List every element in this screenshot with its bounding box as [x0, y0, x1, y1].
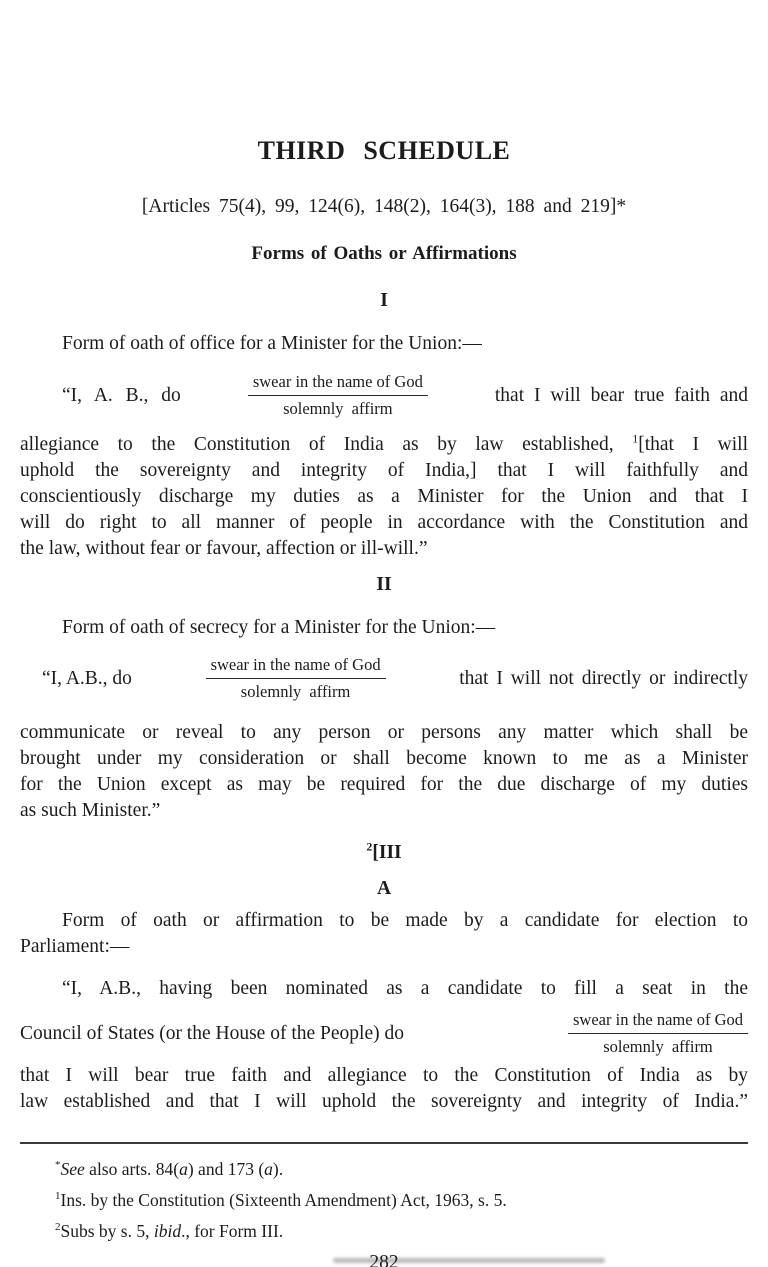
section-1-paragraph	[20, 432, 748, 562]
fraction-numerator: swear in the name of God	[568, 1010, 748, 1034]
section-3-heading-text: [III	[372, 842, 402, 863]
fraction-denominator: solemnly affirm	[603, 1037, 713, 1056]
text-segment: ibid	[153, 1220, 182, 1241]
text-segment: [that I will	[638, 434, 748, 455]
text-line: for the Union except as may be required for the due discharge of my duties	[20, 774, 748, 795]
text-segment: allegiance to the Constitution of India as by law established,	[20, 434, 633, 455]
text-line: the law, without fear or favour, affection or ill-will.”	[20, 538, 428, 559]
text-line: uphold the sovereignty and integrity of India,] that I will faithfully and	[20, 460, 748, 481]
section-3-oath-paragraph-cont	[20, 1063, 748, 1115]
footnote-asterisk	[55, 1154, 748, 1185]
fraction-numerator: swear in the name of God	[248, 372, 428, 396]
footnote-ref-1: 1	[632, 431, 639, 446]
fraction-denominator: solemnly affirm	[240, 682, 351, 701]
text-segment: ) and 173 (	[187, 1158, 265, 1179]
text-segment: ., for Form III.	[181, 1220, 284, 1241]
oath-pre-text: Council of States (or the House of the People) do	[20, 1022, 404, 1044]
oath-pre-text: “I, A.B., do	[42, 667, 132, 689]
text-segment: a	[179, 1158, 188, 1179]
section-1-heading: I	[380, 290, 388, 311]
text-segment: See	[60, 1158, 85, 1179]
oath-post-text: that I will bear true faith and	[494, 384, 748, 406]
document-subtitle: Forms of Oaths or Affirmations	[251, 243, 517, 264]
section-1-oath-line	[20, 372, 748, 419]
section-3-oath-line	[20, 1010, 748, 1057]
text-segment: ).	[272, 1158, 284, 1179]
section-2-paragraph	[20, 720, 748, 824]
section-3-oath-paragraph	[20, 976, 748, 1002]
text-line: conscientiously discharge my duties as a Minister for the Union and that I	[20, 486, 748, 507]
fraction-denominator: solemnly affirm	[283, 399, 393, 418]
section-2-oath-line	[20, 655, 748, 702]
footnote-marker: 2	[55, 1220, 61, 1233]
text-line: Parliament:—	[20, 936, 130, 957]
scan-artifact	[333, 1258, 605, 1263]
text-segment: a	[264, 1158, 273, 1179]
section-3-subheading: A	[376, 878, 392, 899]
text-line: will do right to all manner of people in accordance with the Constitution and	[20, 512, 748, 533]
oath-alternative-fraction	[568, 1010, 748, 1057]
text-line	[20, 432, 748, 458]
text-line: law established and that I will uphold the sovereignty and integrity of India.”	[20, 1091, 748, 1112]
footnote-ref-2: 2	[366, 839, 373, 854]
text-segment: Ins. by the Constitution (Sixteenth Amendment) Act, 1963, s. 5.	[60, 1189, 507, 1210]
section-2-lead: Form of oath of secrecy for a Minister for the Union:—	[62, 617, 496, 638]
text-line: that I will bear true faith and allegiance to the Constitution of India as by	[20, 1065, 748, 1086]
text-segment: also arts. 84(	[84, 1158, 180, 1179]
footnote-1	[55, 1185, 748, 1216]
page-title: THIRD SCHEDULE	[257, 136, 511, 165]
fraction-numerator: swear in the name of God	[206, 655, 386, 679]
page-number: 282	[369, 1251, 399, 1267]
articles-reference: [Articles 75(4), 99, 124(6), 148(2), 164(3), 188 and 219]*	[141, 196, 627, 217]
oath-post-text: that I will not directly or indirectly	[459, 667, 748, 689]
footnote-separator	[20, 1142, 748, 1144]
oath-alternative-fraction	[248, 372, 428, 419]
footnotes	[20, 1154, 748, 1247]
section-3-lead	[20, 908, 748, 960]
oath-alternative-fraction	[206, 655, 386, 702]
text-line: communicate or reveal to any person or persons any matter which shall be	[20, 722, 748, 743]
text-line: brought under my consideration or shall become known to me as a Minister	[20, 748, 748, 769]
footnote-2	[55, 1216, 748, 1247]
text-line: “I, A.B., having been nominated as a candidate to fill a seat in the	[62, 978, 748, 999]
section-2-heading: II	[376, 574, 392, 595]
text-segment: Subs by s. 5,	[60, 1220, 154, 1241]
footnote-marker: *	[55, 1158, 61, 1171]
text-line: Form of oath or affirmation to be made by a candidate for election to	[62, 910, 748, 931]
section-1-lead: Form of oath of office for a Minister for the Union:—	[62, 333, 482, 354]
footnote-marker: 1	[55, 1189, 61, 1202]
oath-pre-text: “I, A. B., do	[62, 384, 181, 406]
section-3-heading	[20, 839, 748, 864]
text-line: as such Minister.”	[20, 800, 161, 821]
